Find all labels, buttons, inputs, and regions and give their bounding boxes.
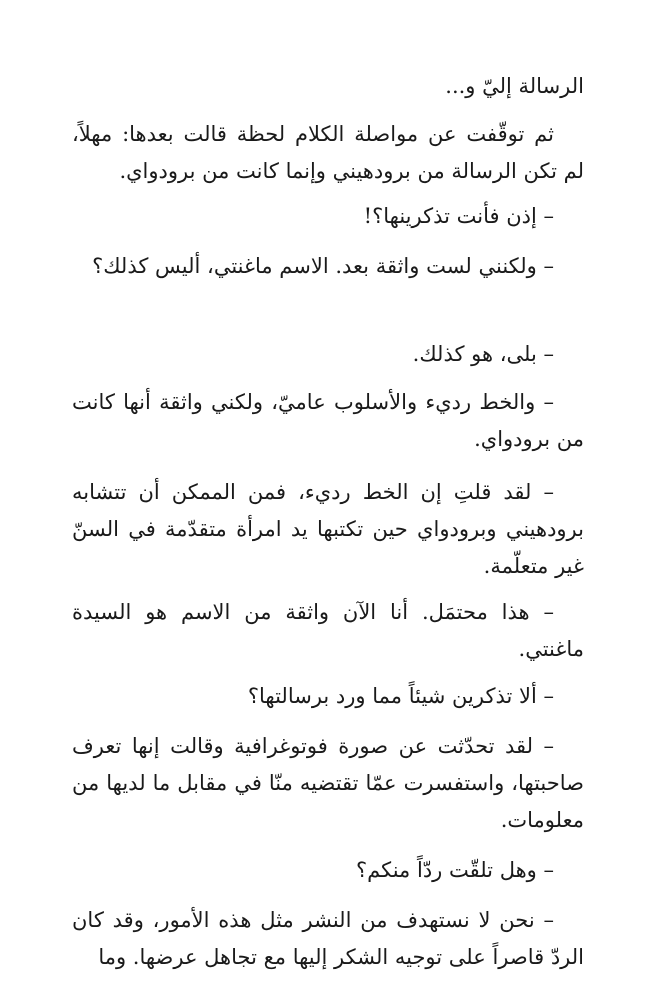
- paragraph-5: – بلى، هو كذلك.: [412, 342, 554, 366]
- paragraph-3: – إذن فأنت تذكرينها؟!: [363, 204, 554, 228]
- paragraph-8: – هذا محتمَل. أنا الآن واثقة من الاسم هو السيدة ماغنتي.: [72, 600, 584, 661]
- paragraph-2: ثم توقّفت عن مواصلة الكلام لحظة قالت بعدها: مهلاً، لم تكن الرسالة من برودهيني وإنما كانت من برودواي.: [72, 122, 584, 183]
- paragraph-11: – وهل تلقّت ردّاً منكم؟: [356, 858, 554, 882]
- paragraph-1: الرسالة إليّ و...: [445, 74, 584, 98]
- paragraph-12: – نحن لا نستهدف من النشر مثل هذه الأمور، وقد كان الردّ قاصراً على توجيه الشكر إليها مع تجاهل عرضها. وما: [72, 908, 584, 969]
- paragraph-4: – ولكنني لست واثقة بعد. الاسم ماغنتي، أليس كذلك؟: [92, 254, 554, 278]
- paragraph-7: – لقد قلتِ إن الخط رديء، فمن الممكن أن تتشابه برودهيني وبرودواي حين تكتبها يد امرأة متقدّمة في السنّ غير متعلّمة.: [72, 480, 584, 578]
- paragraph-6: – والخط رديء والأسلوب عاميّ، ولكني واثقة أنها كانت من برودواي.: [72, 390, 584, 451]
- paragraph-9: – ألا تذكرين شيئاً مما ورد برسالتها؟: [247, 684, 554, 708]
- paragraph-10: – لقد تحدّثت عن صورة فوتوغرافية وقالت إنها تعرف صاحبتها، واستفسرت عمّا تقتضيه منّا في مقابل ما لديها من معلومات.: [72, 734, 584, 832]
